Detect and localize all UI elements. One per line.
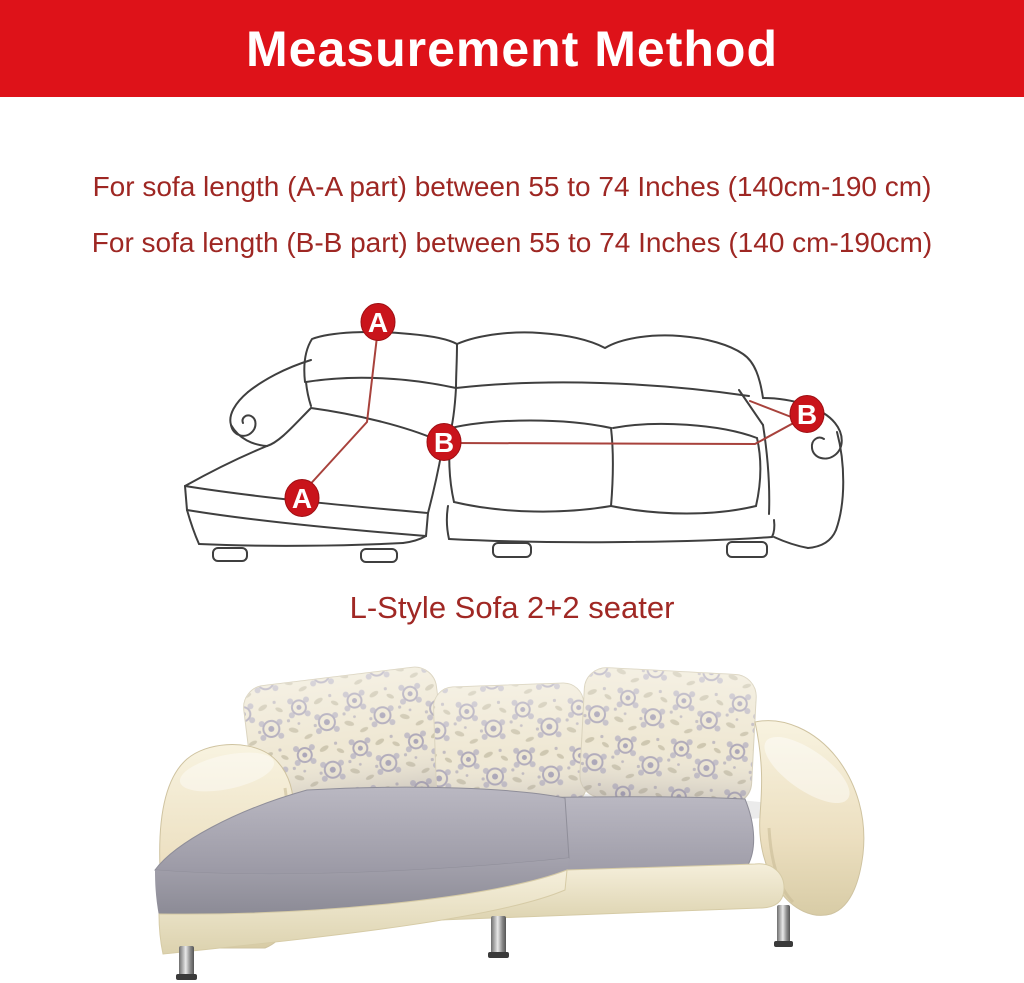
instruction-line-b: For sofa length (B-B part) between 55 to 74 Inches (140 cm-190cm)	[91, 227, 933, 258]
chrome-leg	[488, 916, 509, 958]
title-banner	[0, 0, 1024, 97]
marker-b-left	[427, 424, 461, 461]
measure-line-b	[452, 401, 799, 444]
marker-b-left-label: B	[433, 427, 455, 458]
marker-a-bottom	[285, 480, 319, 517]
sofa-measurement-diagram	[165, 292, 875, 584]
diagram-caption: L-Style Sofa 2+2 seater	[349, 590, 675, 625]
sofa-photo	[115, 658, 915, 983]
instruction-line-a: For sofa length (A-A part) between 55 to 74 Inches (140cm-190 cm)	[92, 171, 932, 202]
chrome-leg	[176, 946, 197, 980]
chrome-leg	[774, 905, 793, 947]
marker-b-right-label: B	[796, 399, 818, 430]
marker-a-bottom-label: A	[291, 483, 313, 514]
page-title: Measurement Method	[246, 20, 778, 77]
marker-a-top	[361, 304, 395, 341]
marker-a-top-label: A	[367, 307, 389, 338]
sofa-outline	[185, 332, 843, 562]
marker-b-right	[790, 396, 824, 433]
